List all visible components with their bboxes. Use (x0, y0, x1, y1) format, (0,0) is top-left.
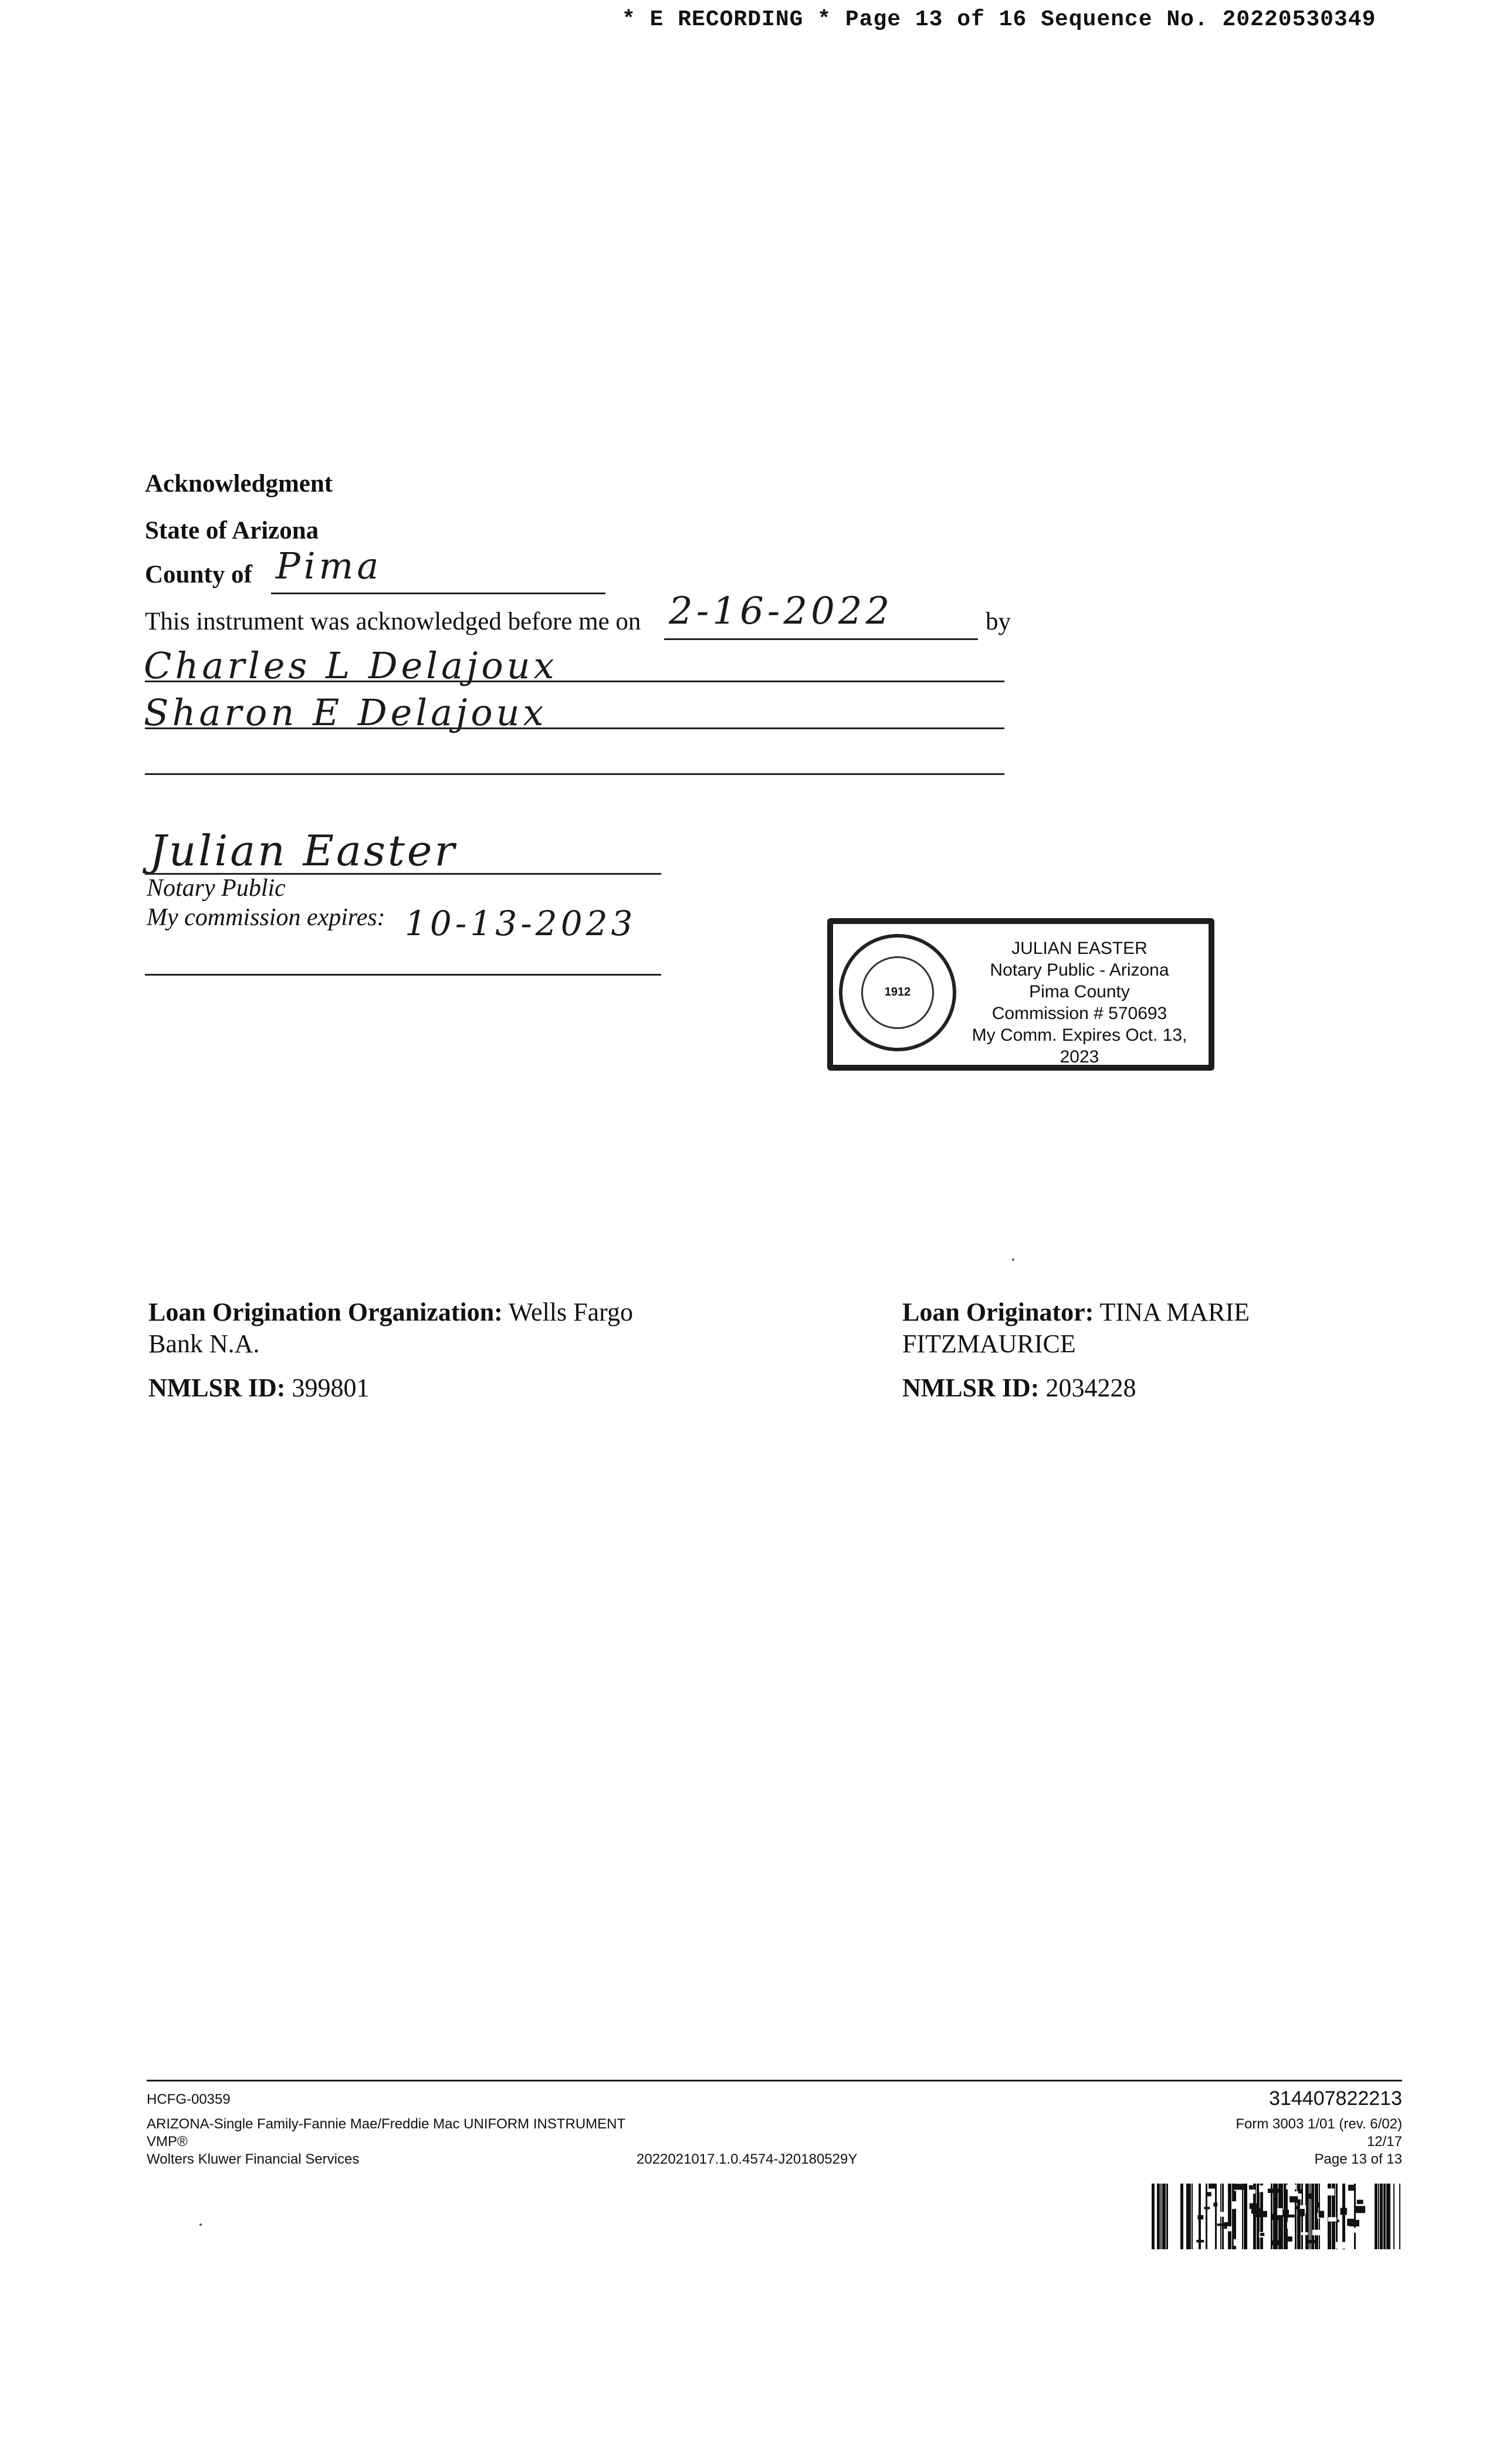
originator-nmls-label: NMLSR ID: (902, 1373, 1040, 1402)
seal-year: 1912 (884, 986, 911, 999)
originator-nmls-value: 2034228 (1045, 1373, 1136, 1402)
commission-label: My commission expires: (147, 904, 385, 931)
instrument-text: This instrument was acknowledged before me on (145, 608, 641, 635)
notary-public-label: Notary Public (147, 875, 286, 902)
county-handwritten: Pima (276, 544, 383, 587)
notary-signature: Julian Easter (150, 826, 457, 875)
footer-publisher: Wolters Kluwer Financial Services (147, 2151, 360, 2167)
footer-form-code: HCFG-00359 (147, 2091, 231, 2107)
speck (199, 2223, 202, 2226)
signer-1-line (145, 681, 1004, 682)
date-line (664, 638, 978, 640)
stamp-name: JULIAN EASTER (1011, 939, 1148, 958)
org-nmls-label: NMLSR ID: (148, 1373, 286, 1402)
org-nmls-value: 399801 (292, 1373, 370, 1402)
by-label: by (986, 608, 1011, 635)
commission-handwritten: 10-13-2023 (405, 903, 637, 943)
barcode-icon (1152, 2184, 1402, 2249)
footer-revision: 12/17 (1366, 2134, 1402, 2150)
org-nmls (148, 1373, 369, 1403)
originator-label: Loan Originator: (902, 1298, 1094, 1326)
originator-value: TINA MARIE FITZMAURICE (902, 1298, 1250, 1358)
date-handwritten: 2-16-2022 (669, 590, 893, 633)
state-label: State of Arizona (145, 517, 319, 544)
stamp-county: Pima County (1029, 982, 1130, 1001)
footer-loan-number: 314407822213 (1269, 2087, 1402, 2110)
stamp-expires: My Comm. Expires Oct. 13, 2023 (972, 1025, 1187, 1067)
stamp-text (956, 937, 1203, 1068)
county-line (271, 593, 605, 594)
acknowledgment-title: Acknowledgment (145, 470, 333, 497)
county-row (145, 560, 252, 589)
stamp-commission: Commission # 570693 (991, 1004, 1167, 1023)
signer-2-handwritten: Sharon E Delajoux (144, 691, 547, 734)
footer-doc-id: 2022021017.1.0.4574-J20180529Y (637, 2151, 858, 2167)
footer-page: Page 13 of 13 (1314, 2151, 1402, 2167)
blank-signer-line (145, 773, 1004, 775)
signer-2-line (145, 727, 1004, 729)
loan-origination-org (148, 1297, 676, 1360)
signer-1-handwritten: Charles L Delajoux (144, 644, 558, 687)
footer-rule (147, 2080, 1402, 2081)
footer-form-number: Form 3003 1/01 (rev. 6/02) (1236, 2116, 1402, 2132)
commission-line (145, 974, 661, 976)
loan-originator (902, 1297, 1325, 1360)
originator-nmls (902, 1373, 1136, 1403)
recording-header: * E RECORDING * Page 13 of 16 Sequence No. 20220530349 (622, 7, 1376, 32)
footer-vmp: VMP® (147, 2134, 188, 2150)
county-label: County of (145, 561, 252, 588)
org-label: Loan Origination Organization: (148, 1298, 503, 1326)
footer-instrument: ARIZONA-Single Family-Fannie Mae/Freddie Mac UNIFORM INSTRUMENT (147, 2116, 626, 2132)
org-value: Wells Fargo Bank N.A. (148, 1298, 634, 1358)
stamp-title: Notary Public - Arizona (990, 960, 1169, 980)
speck (1012, 1258, 1014, 1261)
